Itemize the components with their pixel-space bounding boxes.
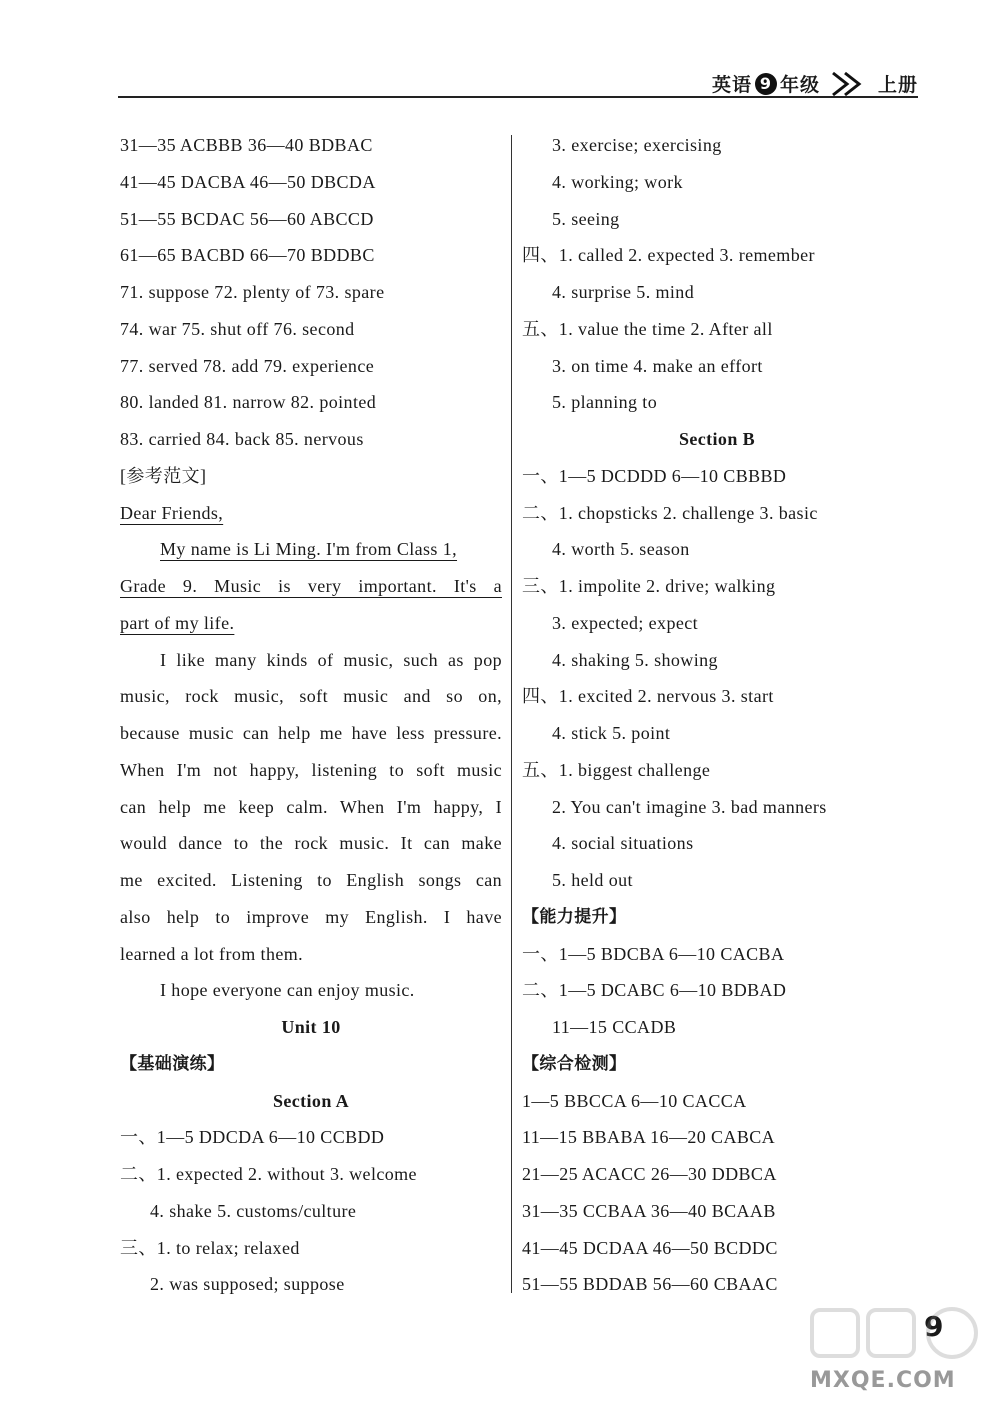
answer-line: 5. seeing	[552, 208, 620, 229]
answer-line: 4. shake 5. customs/culture	[150, 1200, 357, 1221]
answer-line: because music can help me have less pressure.	[120, 723, 502, 743]
answer-line: 2. You can't imagine 3. bad manners	[552, 796, 827, 817]
watermark-text: MXQE.COM	[810, 1368, 956, 1393]
answer-line: When I'm not happy, listening to soft music	[120, 759, 502, 780]
double-chevron-icon	[829, 71, 869, 97]
answer-line: 31—35 CCBAA 36—40 BCAAB	[522, 1200, 776, 1221]
answer-line: 4. working; work	[552, 171, 683, 192]
answer-line: I hope everyone can enjoy music.	[160, 980, 415, 1001]
answer-line: 21—25 ACACC 26—30 DDBCA	[522, 1164, 777, 1184]
grade-number-badge: 9	[755, 73, 777, 95]
answer-line: 4. shaking 5. showing	[552, 649, 718, 670]
answer-line: 51—55 BCDAC 56—60 ABCCD	[120, 208, 374, 229]
answer-line: 【能力提升】	[522, 906, 627, 927]
answer-line: 五、1. biggest challenge	[522, 759, 711, 780]
answer-line: [参考范文]	[120, 465, 207, 486]
answer-line: I like many kinds of music, such as pop	[160, 649, 502, 670]
answer-line: can help me keep calm. When I'm happy, I	[120, 796, 502, 817]
answer-line: Unit 10	[281, 1017, 341, 1037]
answer-line: 五、1. value the time 2. After all	[522, 318, 773, 339]
answer-line: 4. worth 5. season	[552, 539, 690, 560]
answer-line: 61—65 BACBD 66—70 BDDBC	[120, 245, 375, 266]
answer-line: 11—15 BBABA 16—20 CABCA	[522, 1127, 776, 1148]
grade-label: 年级	[779, 74, 820, 96]
answer-line: also help to improve my English. I have	[120, 906, 502, 927]
answer-line: 4. stick 5. point	[552, 723, 671, 743]
answer-line: 【基础演练】	[120, 1053, 225, 1074]
answer-line: 4. surprise 5. mind	[552, 282, 695, 302]
answer-line: 一、1—5 DCDDD 6—10 CBBBD	[522, 465, 787, 486]
answer-line: 74. war 75. shut off 76. second	[120, 318, 355, 339]
answer-line: 四、1. excited 2. nervous 3. start	[522, 686, 774, 707]
answer-line: 二、1. expected 2. without 3. welcome	[120, 1164, 417, 1184]
answer-line	[120, 495, 502, 532]
answer-line-text: My name is Li Ming. I'm from Class 1,	[160, 539, 458, 560]
answer-line: 4. social situations	[552, 833, 694, 854]
answer-line: 2. was supposed; suppose	[150, 1274, 345, 1295]
answer-line: 5. held out	[552, 870, 633, 890]
answer-line: 3. expected; expect	[552, 612, 699, 633]
volume-label: 上册	[877, 74, 918, 96]
answer-line: 一、1—5 DDCDA 6—10 CCBDD	[120, 1127, 385, 1148]
answer-line	[120, 531, 502, 568]
answer-column-left	[120, 127, 502, 1303]
answer-line: 5. planning to	[552, 392, 658, 413]
answer-line: 三、1. impolite 2. drive; walking	[522, 576, 776, 596]
page-header	[0, 0, 1000, 110]
answer-column-right	[522, 127, 912, 1303]
answer-line: 3. exercise; exercising	[552, 135, 722, 155]
answer-line: Section B	[678, 429, 756, 449]
answer-line-text: Dear Friends,	[120, 502, 224, 523]
answer-line: 二、1. chopsticks 2. challenge 3. basic	[522, 502, 818, 523]
answer-line: 1—5 BBCCA 6—10 CACCA	[522, 1090, 747, 1111]
answer-line: me excited. Listening to English songs can	[120, 870, 502, 890]
answer-line: 77. served 78. add 79. experience	[120, 355, 375, 376]
answer-line: 【综合检测】	[522, 1053, 627, 1074]
header-rule	[118, 96, 918, 98]
answer-line: music, rock music, soft music and so on,	[120, 686, 502, 707]
answer-line: 51—55 BDDAB 56—60 CBAAC	[522, 1274, 778, 1295]
answer-line	[120, 605, 502, 642]
answer-line: 41—45 DACBA 46—50 DBCDA	[120, 171, 376, 192]
answer-line: 71. suppose 72. plenty of 73. spare	[120, 282, 385, 302]
page-number: 9	[924, 1310, 944, 1343]
answer-line: 二、1—5 DCABC 6—10 BDBAD	[522, 980, 787, 1001]
answer-line: 三、1. to relax; relaxed	[120, 1237, 300, 1258]
answer-line: would dance to the rock music. It can make	[120, 833, 502, 854]
answer-line: 四、1. called 2. expected 3. remember	[522, 245, 815, 266]
answer-line: 83. carried 84. back 85. nervous	[120, 429, 364, 449]
answer-line: 31—35 ACBBB 36—40 BDBAC	[120, 135, 373, 155]
answer-line: 11—15 CCADB	[552, 1017, 677, 1037]
answer-line: 41—45 DCDAA 46—50 BCDDC	[522, 1237, 778, 1258]
column-divider	[511, 135, 512, 1293]
answer-line: 80. landed 81. narrow 82. pointed	[120, 392, 377, 413]
answer-line: 3. on time 4. make an effort	[552, 355, 763, 376]
book-title	[712, 70, 918, 97]
subject-label: 英语	[711, 74, 752, 96]
answer-line: 一、1—5 BDCBA 6—10 CACBA	[522, 943, 785, 964]
answer-line: Grade 9. Music is very important. It's a	[120, 576, 502, 596]
answer-line: Section A	[272, 1090, 350, 1111]
answer-line-text: part of my life.	[120, 612, 235, 633]
answer-line: learned a lot from them.	[120, 943, 304, 964]
